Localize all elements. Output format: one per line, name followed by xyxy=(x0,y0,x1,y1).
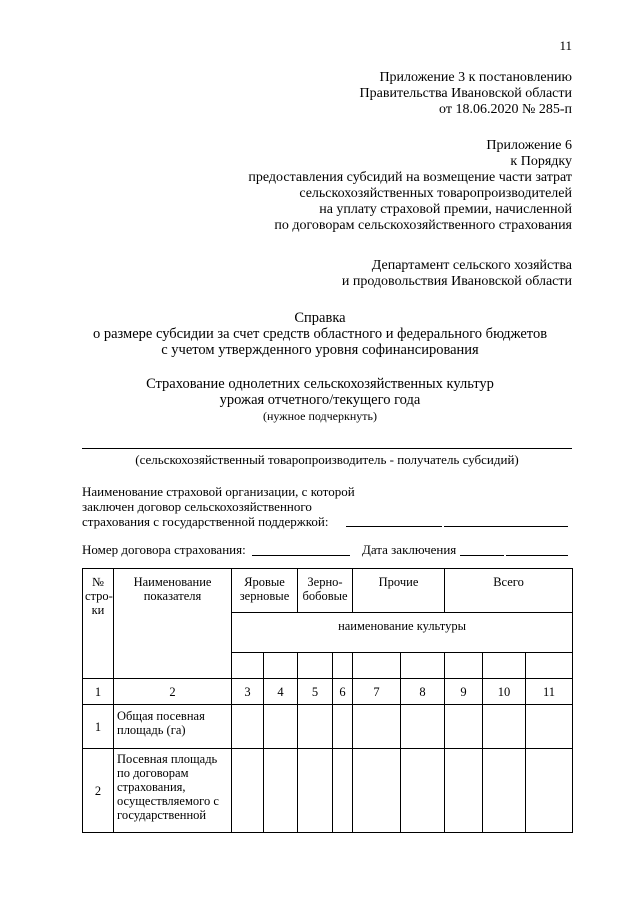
column-number: 10 xyxy=(483,679,526,705)
header-indicator: Наименование показателя xyxy=(114,569,232,679)
data-cell[interactable] xyxy=(264,749,298,833)
appendix-header-line: от 18.06.2020 № 285-п xyxy=(439,102,572,117)
crop-name-cell[interactable] xyxy=(483,653,526,679)
column-number: 6 xyxy=(333,679,353,705)
insurer-field-line[interactable] xyxy=(346,526,442,527)
appendix-header-line: Правительства Ивановской области xyxy=(359,86,572,101)
producer-caption: (сельскохозяйственный товаропроизводитель - получатель субсидий) xyxy=(135,452,519,467)
insurer-field-line[interactable] xyxy=(444,526,568,527)
contract-date-label: Дата заключения xyxy=(362,542,457,557)
page-number: 11 xyxy=(559,38,572,53)
data-cell[interactable] xyxy=(232,749,264,833)
data-cell[interactable] xyxy=(401,749,445,833)
title-line: о размере субсидии за счет средств областного и федерального бюджетов xyxy=(92,326,548,342)
data-cell[interactable] xyxy=(298,705,333,749)
data-cell[interactable] xyxy=(483,749,526,833)
document-title xyxy=(0,310,640,358)
title-line: с учетом утвержденного уровня софинансирования xyxy=(161,342,479,358)
column-number: 5 xyxy=(298,679,333,705)
column-number: 1 xyxy=(83,679,114,705)
appendix-order-line: к Порядку xyxy=(510,154,572,169)
column-number: 9 xyxy=(445,679,483,705)
header-crop-name: наименование культуры xyxy=(232,613,573,653)
underline-note: (нужное подчеркнуть) xyxy=(263,409,377,423)
insurer-label-line: Наименование страховой организации, с которой xyxy=(82,484,355,499)
department-line: и продовольствия Ивановской области xyxy=(341,274,572,289)
data-cell[interactable] xyxy=(298,749,333,833)
subtitle-line: Страхование однолетних сельскохозяйственных культур xyxy=(146,376,494,392)
header-legumes: Зерно-бобовые xyxy=(298,569,353,613)
column-number: 3 xyxy=(232,679,264,705)
table-row xyxy=(83,749,573,833)
column-number: 7 xyxy=(353,679,401,705)
data-cell[interactable] xyxy=(401,705,445,749)
data-cell[interactable] xyxy=(232,705,264,749)
column-number: 8 xyxy=(401,679,445,705)
crop-name-cell[interactable] xyxy=(526,653,573,679)
department-line: Департамент сельского хозяйства xyxy=(371,258,572,273)
appendix-order-line: Приложение 6 xyxy=(486,138,572,153)
header-row-number: № стро-ки xyxy=(83,569,114,679)
insurer-label-line: страхования с государственной поддержкой: xyxy=(82,514,329,529)
data-cell[interactable] xyxy=(333,749,353,833)
appendix-header-line: Приложение 3 к постановлению xyxy=(379,70,572,85)
header-total: Всего xyxy=(445,569,573,613)
crop-name-cell[interactable] xyxy=(353,653,401,679)
data-cell[interactable] xyxy=(333,705,353,749)
column-number-row xyxy=(83,679,573,705)
header-other: Прочие xyxy=(353,569,445,613)
appendix-order-line: предоставления субсидий на возмещение части затрат xyxy=(248,170,572,185)
row-number: 2 xyxy=(83,749,114,833)
appendix-order xyxy=(152,138,572,234)
data-cell[interactable] xyxy=(526,749,573,833)
data-cell[interactable] xyxy=(445,705,483,749)
contract-date-field[interactable] xyxy=(460,555,504,556)
column-number: 11 xyxy=(526,679,573,705)
appendix-order-line: по договорам сельскохозяйственного страхования xyxy=(274,218,572,233)
data-cell[interactable] xyxy=(353,705,401,749)
appendix-order-line: на уплату страховой премии, начисленной xyxy=(319,202,572,217)
subtitle-line: урожая отчетного/текущего года xyxy=(219,392,421,408)
title-line: Справка xyxy=(294,310,346,326)
appendix-order-line: сельскохозяйственных товаропроизводителей xyxy=(299,186,572,201)
column-number: 2 xyxy=(114,679,232,705)
crop-name-cell[interactable] xyxy=(298,653,333,679)
crop-name-cell[interactable] xyxy=(333,653,353,679)
data-cell[interactable] xyxy=(445,749,483,833)
row-number: 1 xyxy=(83,705,114,749)
insurer-label-line: заключен договор сельскохозяйственного xyxy=(82,499,312,514)
row-indicator: Посевная площадь по договорам страхования, осуществляемого с государственной xyxy=(114,749,232,833)
table-row xyxy=(83,705,573,749)
contract-number-field[interactable] xyxy=(252,555,350,556)
producer-line xyxy=(82,448,572,449)
data-cell[interactable] xyxy=(353,749,401,833)
appendix-header xyxy=(152,70,572,118)
crop-name-cell[interactable] xyxy=(445,653,483,679)
data-cell[interactable] xyxy=(483,705,526,749)
crop-name-cell[interactable] xyxy=(264,653,298,679)
document-subtitle xyxy=(0,376,640,424)
header-spring-grain: Яровые зерновые xyxy=(232,569,298,613)
crop-name-cell[interactable] xyxy=(401,653,445,679)
column-number: 4 xyxy=(264,679,298,705)
contract-number-label: Номер договора страхования: xyxy=(82,542,246,557)
department-block xyxy=(152,258,572,290)
subsidy-table xyxy=(82,568,573,833)
crop-name-cell[interactable] xyxy=(232,653,264,679)
data-cell[interactable] xyxy=(264,705,298,749)
contract-date-field[interactable] xyxy=(506,555,568,556)
row-indicator: Общая посевная площадь (га) xyxy=(114,705,232,749)
data-cell[interactable] xyxy=(526,705,573,749)
